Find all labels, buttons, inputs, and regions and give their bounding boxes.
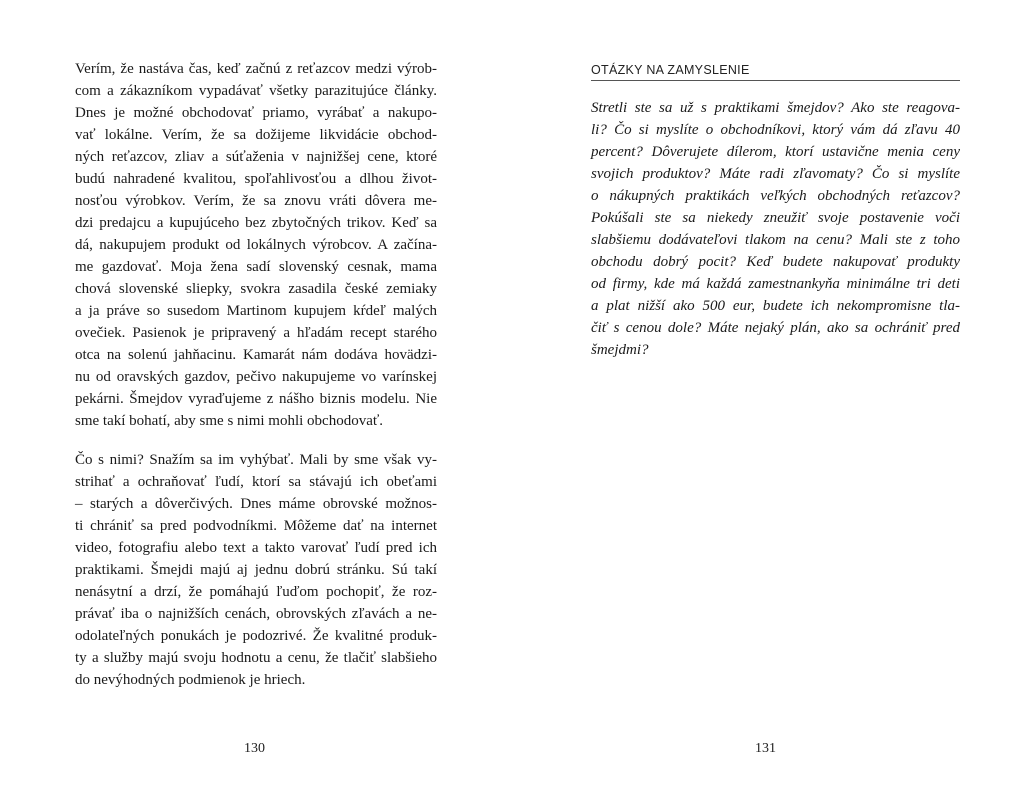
text-line: Stretli ste sa už s praktikami šmejdov? Ako ste reagova- <box>591 100 960 116</box>
text-line: a plat nižší ako 500 eur, budete ich nekompromisne tla- <box>591 298 960 314</box>
text-line: šmejdmi? <box>591 342 649 358</box>
paragraph-1 <box>75 58 437 432</box>
text-line: vať lokálne. Verím, že sa dožijeme likvidácie obchod- <box>75 127 437 143</box>
text-line: právať iba o najnižších cenách, obrovských zľavách a ne- <box>75 606 437 622</box>
text-line: sme takí bohatí, aby sme s nimi mohli obchodovať. <box>75 413 384 429</box>
text-line: li? Čo si myslíte o obchodníkovi, ktorý vám dá zľavu 40 <box>591 122 960 138</box>
text-line: strihať a ochraňovať ľudí, ktorí sa stávajú ich obeťami <box>75 474 437 490</box>
text-line: o nákupných praktikách veľkých obchodných reťazcov? <box>591 188 960 204</box>
text-line: ovečiek. Pasienok je pripravený a hľadám recept starého <box>75 325 437 341</box>
page-number: 131 <box>755 741 776 756</box>
text-line: ti chrániť sa pred podvodníkmi. Môžeme dať na internet <box>75 518 437 534</box>
text-line: com a zákazníkom vypadávať všetky parazitujúce články. <box>75 83 437 99</box>
text-line: praktikami. Šmejdi majú aj jednu dobrú stránku. Sú takí <box>75 562 437 578</box>
text-line: slabšiemu dodávateľovi tlakom na cenu? Mali ste z toho <box>591 232 960 248</box>
text-line: dzi predajcu a kupujúceho bez zbytočných trikov. Keď sa <box>75 215 437 231</box>
page-number: 130 <box>244 741 265 756</box>
text-line: me gazdovať. Moja žena sadí slovenský cesnak, mama <box>75 259 437 275</box>
text-line: nu od oravských gazdov, pečivo nakupujeme vo varínskej <box>75 369 437 385</box>
right-page <box>512 0 1024 801</box>
text-line: Verím, že nastáva čas, keď začnú z reťazcov medzi výrob- <box>75 61 437 77</box>
text-line: obchodu dobrý pocit? Keď budete nakupovať produkty <box>591 254 960 270</box>
text-line: nenásytní a drzí, že pomáhajú ľuďom pochopiť, že roz- <box>75 584 437 600</box>
paragraph-2 <box>75 449 437 691</box>
text-line: odolateľných ponukách je podozrivé. Že kvalitné produk- <box>75 628 437 644</box>
questions-text <box>591 97 960 361</box>
text-line: čiť s cenou dole? Máte nejaký plán, ako sa ochrániť pred <box>591 320 960 336</box>
text-line: otca na solenú jahňacinu. Kamarát nám dodáva hovädzi- <box>75 347 437 363</box>
text-line: svojich produktov? Máte radi zľavomaty? Čo si myslíte <box>591 166 960 182</box>
text-line: nosťou výrobkov. Verím, že sa znovu vráti dôvera me- <box>75 193 437 209</box>
text-line: pekárni. Šmejdov vyraďujeme z nášho biznis modelu. Nie <box>75 391 437 407</box>
text-line: chová slovenské sliepky, svokra zasadila české zemiaky <box>75 281 437 297</box>
text-line: Čo s nimi? Snažím sa im vyhýbať. Mali by sme však vy- <box>75 452 437 468</box>
text-line: do nevýhodných podmienok je hriech. <box>75 672 306 688</box>
text-line: ných reťazcov, zliav a súťaženia v najnižšej cene, ktoré <box>75 149 437 165</box>
text-line: od firmy, kde má každá zamestnankyňa minimálne tri deti <box>591 276 960 292</box>
text-line: – starých a dôverčivých. Dnes máme obrovské možnos- <box>75 496 437 512</box>
text-line: budú nahradené kvalitou, spoľahlivosťou a dlhou život- <box>75 171 437 187</box>
text-line: a ja práve so susedom Martinom kupujem kŕdeľ malých <box>75 303 437 319</box>
paragraph-spacer <box>75 432 437 449</box>
text-line: percent? Dôverujete dílerom, ktorí ustavične menia ceny <box>591 144 960 160</box>
text-line: video, fotografiu alebo text a takto varovať ľudí pred ich <box>75 540 437 556</box>
text-line: ty a služby majú svoju hodnotu a cenu, že tlačiť slabšieho <box>75 650 437 666</box>
section-header: OTÁZKY NA ZAMYSLENIE <box>591 63 960 81</box>
text-line: Pokúšali ste sa niekedy zneužiť svoje postavenie voči <box>591 210 960 226</box>
text-line: Dnes je možné obchodovať priamo, vyrábať a nakupo- <box>75 105 437 121</box>
body-text <box>75 58 437 691</box>
text-line: dá, nakupujem produkt od lokálnych výrobcov. A začína- <box>75 237 437 253</box>
